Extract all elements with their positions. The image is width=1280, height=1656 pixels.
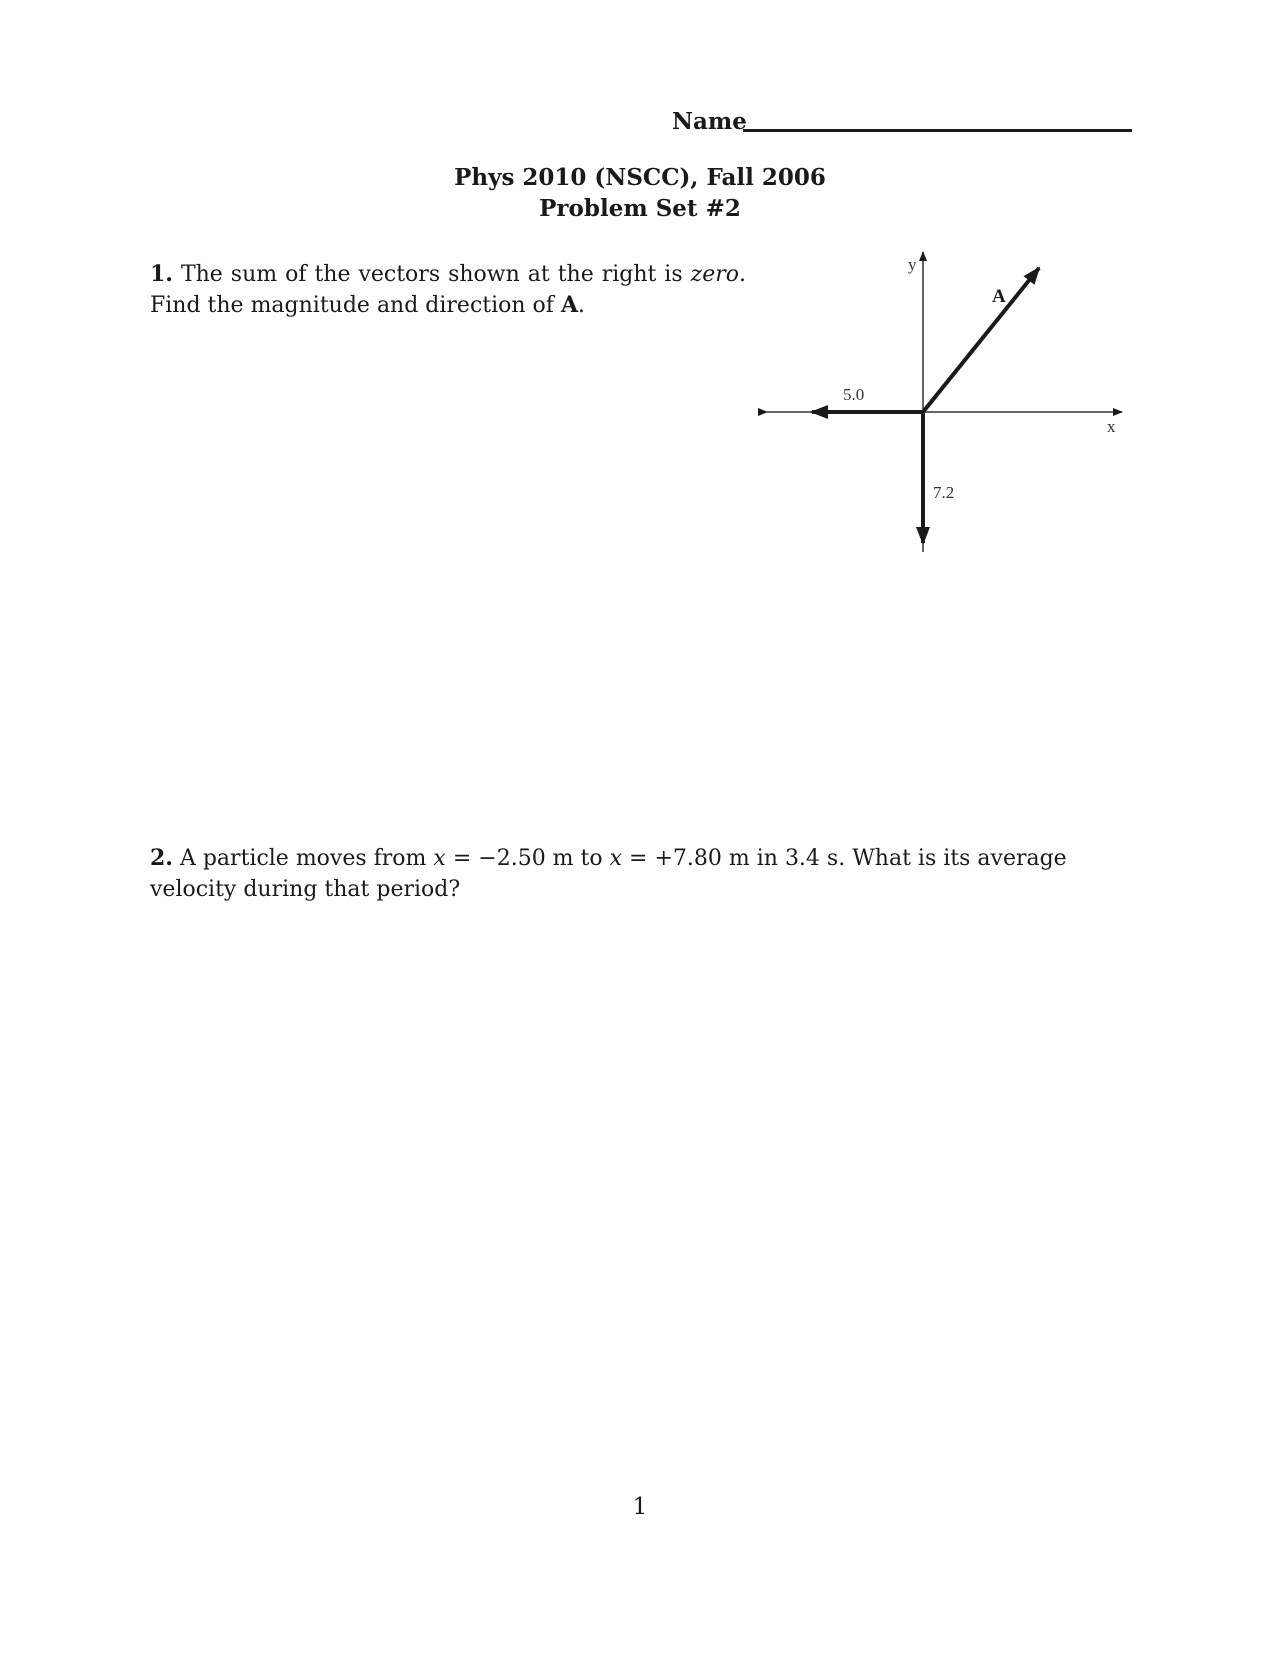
x-axis-label: x (1107, 417, 1116, 436)
problem-set-title: Problem Set #2 (539, 195, 741, 222)
problem-1-vector-name: A (560, 292, 579, 318)
page-number: 1 (632, 1494, 648, 1520)
problem-2-text-a: A particle moves from (179, 846, 427, 871)
problem-1-text-b: . Find the magnitude and direction of (150, 262, 746, 318)
problem-1-end: . (578, 293, 586, 318)
vector-diagram (755, 250, 1135, 570)
name-label: Name (672, 108, 747, 135)
down-vector-label: 7.2 (933, 483, 955, 502)
problem-1-text-a: The sum of the vectors shown at the right is (180, 262, 683, 287)
problem-1-number: 1. (150, 261, 173, 287)
problem-2-text-c: = +7.80 m in 3.4 s. What is its average velocity during that period? (150, 846, 1067, 902)
problem-2-var-2: x (609, 846, 623, 871)
vector-a-label: A (992, 286, 1006, 307)
problem-2-text-b: = −2.50 m to (452, 846, 603, 871)
left-vector-label: 5.0 (843, 385, 865, 404)
problem-1-emphasis: zero (690, 262, 739, 287)
vector-a (923, 268, 1039, 412)
problem-2 (150, 843, 1130, 905)
name-field (672, 108, 1132, 136)
name-underline (743, 129, 1132, 132)
problem-2-number: 2. (150, 845, 173, 871)
y-axis-label: y (908, 255, 917, 274)
course-title: Phys 2010 (NSCC), Fall 2006 (454, 164, 826, 191)
vector-diagram-svg (755, 250, 1135, 570)
problem-2-var-1: x (433, 846, 446, 871)
document-header (0, 162, 1280, 224)
problem-1 (150, 259, 746, 321)
